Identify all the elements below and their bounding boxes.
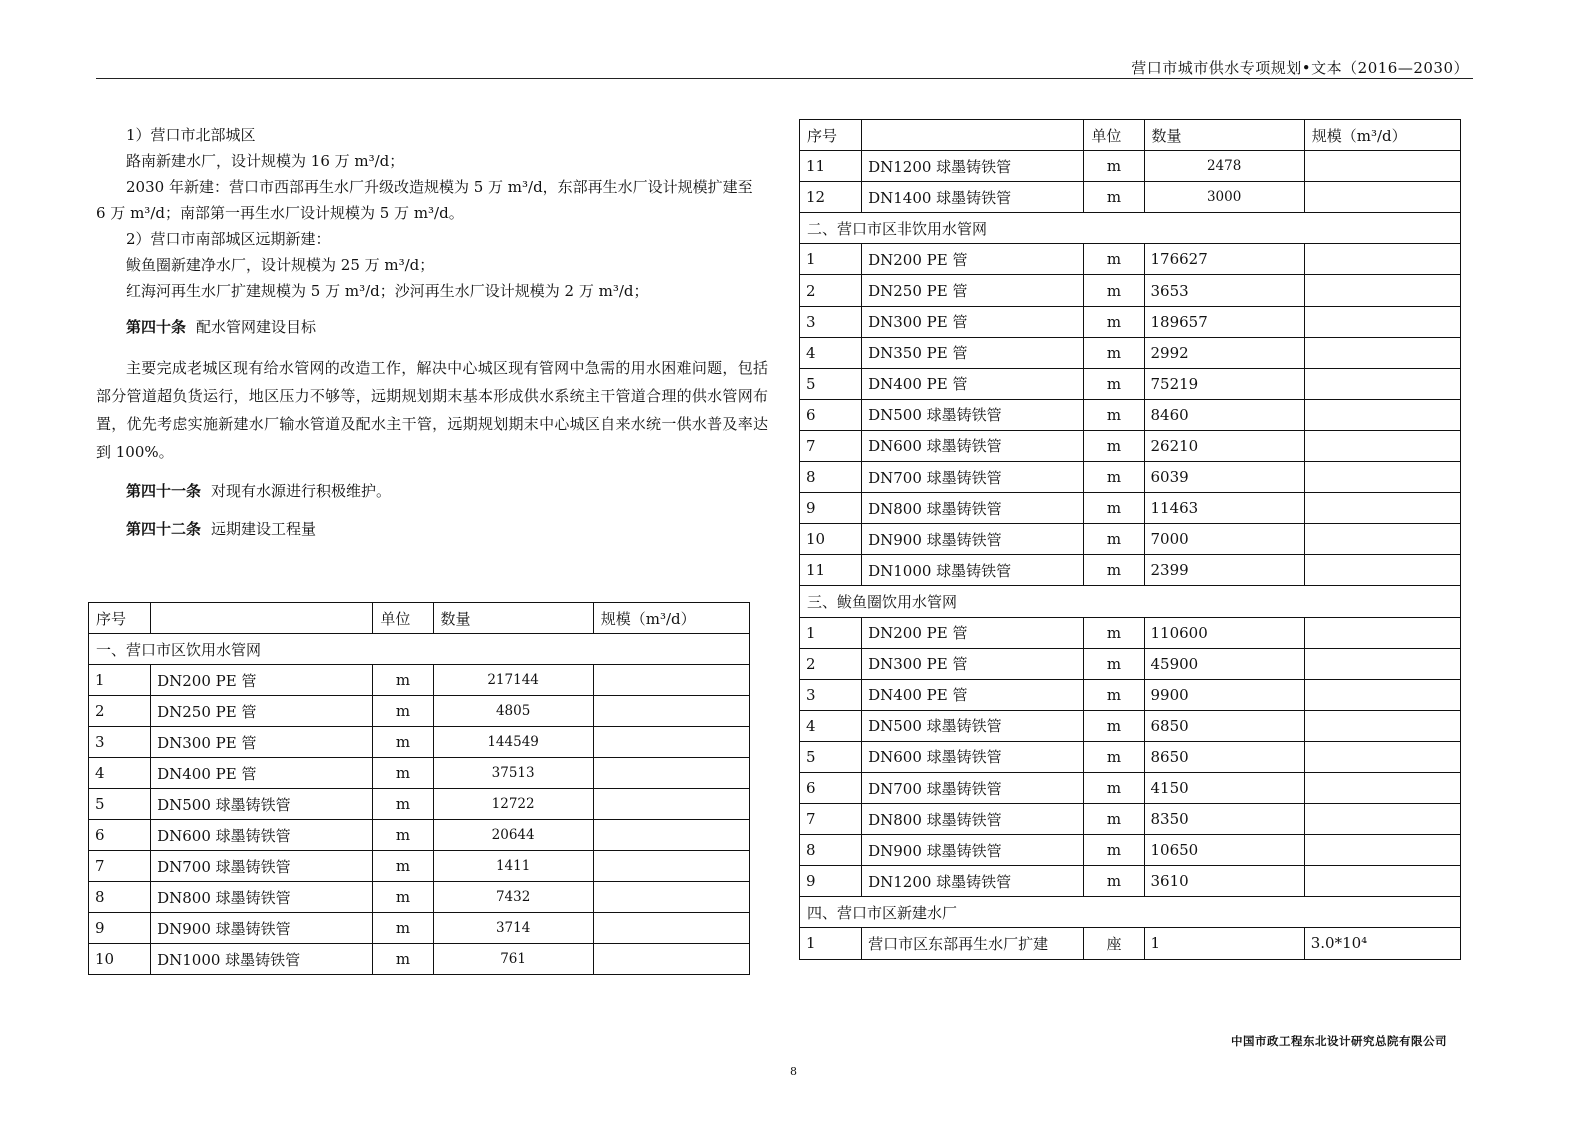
table-row xyxy=(800,741,1461,772)
row-qty: 2992 xyxy=(1144,337,1304,368)
row-no: 6 xyxy=(800,772,862,803)
row-no: 5 xyxy=(800,741,862,772)
row-name: DN500 球墨铸铁管 xyxy=(862,399,1084,430)
row-scale xyxy=(1304,462,1460,493)
row-no: 9 xyxy=(89,913,151,944)
row-scale xyxy=(1304,399,1460,430)
row-no: 4 xyxy=(89,758,151,789)
row-unit: m xyxy=(1084,866,1144,897)
row-qty: 4150 xyxy=(1144,772,1304,803)
row-name: 营口市区东部再生水厂扩建 xyxy=(862,928,1084,959)
article-42-number: 第四十二条 xyxy=(126,520,202,538)
article-40-number: 第四十条 xyxy=(126,318,187,336)
row-no: 5 xyxy=(800,368,862,399)
row-unit: m xyxy=(1084,493,1144,524)
page-number: 8 xyxy=(790,1065,797,1078)
table-row xyxy=(89,882,750,913)
row-name: DN250 PE 管 xyxy=(151,696,373,727)
table-row xyxy=(800,555,1461,586)
row-qty: 7432 xyxy=(433,882,593,913)
row-name: DN1000 球墨铸铁管 xyxy=(151,944,373,975)
row-name: DN400 PE 管 xyxy=(862,679,1084,710)
row-unit: m xyxy=(1084,679,1144,710)
text-line: 6 万 m³/d；南部第一再生水厂设计规模为 5 万 m³/d。 xyxy=(96,204,464,222)
row-unit: m xyxy=(373,882,433,913)
row-name: DN500 球墨铸铁管 xyxy=(862,710,1084,741)
row-qty: 7000 xyxy=(1144,524,1304,555)
table-row xyxy=(800,399,1461,430)
row-scale xyxy=(593,820,749,851)
row-name: DN900 球墨铸铁管 xyxy=(862,835,1084,866)
row-unit: m xyxy=(1084,337,1144,368)
row-qty: 12722 xyxy=(433,789,593,820)
article-42-title: 远期建设工程量 xyxy=(211,520,317,538)
header-unit: 单位 xyxy=(373,603,433,634)
row-scale xyxy=(1304,493,1460,524)
row-scale xyxy=(593,851,749,882)
row-qty: 144549 xyxy=(433,727,593,758)
row-unit: m xyxy=(1084,835,1144,866)
row-unit: m xyxy=(1084,182,1144,213)
row-no: 2 xyxy=(800,648,862,679)
row-scale xyxy=(1304,772,1460,803)
table-row xyxy=(800,772,1461,803)
footer-company: 中国市政工程东北设计研究总院有限公司 xyxy=(1231,1034,1447,1048)
table-row xyxy=(800,710,1461,741)
table-row xyxy=(800,182,1461,213)
row-qty: 8460 xyxy=(1144,399,1304,430)
article-42-heading xyxy=(96,516,768,542)
row-name: DN200 PE 管 xyxy=(862,244,1084,275)
header-unit: 单位 xyxy=(1084,120,1144,151)
row-qty: 3610 xyxy=(1144,866,1304,897)
row-no: 8 xyxy=(89,882,151,913)
row-scale xyxy=(1304,679,1460,710)
row-scale xyxy=(593,758,749,789)
row-qty: 2478 xyxy=(1144,151,1304,182)
article-40-body: 主要完成老城区现有给水管网的改造工作，解决中心城区现有管网中急需的用水困难问题，包括部分管道超负货运行，地区压力不够等，远期规划期末基本形成供水系统主干管道合理的供水管网布置，优先考虑实施新建水厂输水管道及配水主干管，远期规划期末中心城区自来水统一供水普及率达到 100%。 xyxy=(96,359,768,461)
row-name: DN500 球墨铸铁管 xyxy=(151,789,373,820)
row-scale xyxy=(1304,524,1460,555)
row-scale xyxy=(1304,244,1460,275)
section-row xyxy=(800,586,1461,617)
section-row xyxy=(800,897,1461,928)
table-row xyxy=(89,696,750,727)
left-table-body xyxy=(89,603,750,975)
row-no: 5 xyxy=(89,789,151,820)
row-scale xyxy=(593,727,749,758)
row-unit: m xyxy=(1084,462,1144,493)
row-qty: 11463 xyxy=(1144,493,1304,524)
row-no: 2 xyxy=(89,696,151,727)
row-no: 3 xyxy=(800,306,862,337)
table-row xyxy=(89,913,750,944)
header-scale: 规模（m³/d） xyxy=(593,603,749,634)
row-scale xyxy=(593,696,749,727)
row-name: DN900 球墨铸铁管 xyxy=(862,524,1084,555)
row-unit: m xyxy=(1084,430,1144,461)
row-unit: m xyxy=(373,913,433,944)
row-scale xyxy=(1304,182,1460,213)
table-row xyxy=(89,758,750,789)
row-unit: m xyxy=(1084,741,1144,772)
row-qty: 1 xyxy=(1144,928,1304,959)
row-name: DN700 球墨铸铁管 xyxy=(862,462,1084,493)
row-unit: m xyxy=(1084,368,1144,399)
table-row xyxy=(800,617,1461,648)
row-qty: 8650 xyxy=(1144,741,1304,772)
header-name xyxy=(151,603,373,634)
row-qty: 6850 xyxy=(1144,710,1304,741)
header-name xyxy=(862,120,1084,151)
row-qty: 217144 xyxy=(433,665,593,696)
row-unit: 座 xyxy=(1084,928,1144,959)
row-no: 3 xyxy=(89,727,151,758)
table-row xyxy=(800,151,1461,182)
text-line: 2030 年新建：营口市西部再生水厂升级改造规模为 5 万 m³/d，东部再生水厂设计规模扩建至 xyxy=(126,178,753,196)
text-line: 鲅鱼圈新建净水厂，设计规模为 25 万 m³/d； xyxy=(126,256,435,274)
row-qty: 176627 xyxy=(1144,244,1304,275)
row-qty: 1411 xyxy=(433,851,593,882)
row-unit: m xyxy=(1084,804,1144,835)
row-scale xyxy=(1304,866,1460,897)
left-column xyxy=(96,122,768,542)
table-row xyxy=(800,928,1461,959)
row-qty: 45900 xyxy=(1144,648,1304,679)
row-name: DN1000 球墨铸铁管 xyxy=(862,555,1084,586)
text-line: 路南新建水厂，设计规模为 16 万 m³/d； xyxy=(126,152,405,170)
row-no: 9 xyxy=(800,493,862,524)
section-title: 二、营口市区非饮用水管网 xyxy=(800,213,1461,244)
row-unit: m xyxy=(373,789,433,820)
row-no: 10 xyxy=(89,944,151,975)
table-header-row xyxy=(800,120,1461,151)
row-unit: m xyxy=(1084,306,1144,337)
row-unit: m xyxy=(1084,275,1144,306)
section-row xyxy=(89,634,750,665)
row-no: 10 xyxy=(800,524,862,555)
row-scale xyxy=(1304,835,1460,866)
row-unit: m xyxy=(373,851,433,882)
row-scale xyxy=(1304,151,1460,182)
table-row xyxy=(800,493,1461,524)
row-no: 8 xyxy=(800,462,862,493)
table-row xyxy=(800,648,1461,679)
row-unit: m xyxy=(373,758,433,789)
section-title: 四、营口市区新建水厂 xyxy=(800,897,1461,928)
row-name: DN300 PE 管 xyxy=(151,727,373,758)
row-unit: m xyxy=(1084,772,1144,803)
row-qty: 3714 xyxy=(433,913,593,944)
row-qty: 2399 xyxy=(1144,555,1304,586)
row-name: DN800 球墨铸铁管 xyxy=(862,804,1084,835)
article-40-heading xyxy=(96,314,768,340)
row-scale xyxy=(1304,617,1460,648)
row-scale xyxy=(1304,648,1460,679)
header-qty: 数量 xyxy=(433,603,593,634)
row-no: 2 xyxy=(800,275,862,306)
header-no: 序号 xyxy=(89,603,151,634)
row-name: DN800 球墨铸铁管 xyxy=(151,882,373,913)
row-no: 1 xyxy=(800,244,862,275)
table-row xyxy=(800,866,1461,897)
table-row xyxy=(89,727,750,758)
row-no: 9 xyxy=(800,866,862,897)
header-scale: 规模（m³/d） xyxy=(1304,120,1460,151)
row-scale xyxy=(593,882,749,913)
row-scale xyxy=(1304,306,1460,337)
row-scale xyxy=(1304,337,1460,368)
row-scale xyxy=(1304,710,1460,741)
table-row xyxy=(800,275,1461,306)
row-no: 12 xyxy=(800,182,862,213)
row-qty: 4805 xyxy=(433,696,593,727)
row-name: DN300 PE 管 xyxy=(862,648,1084,679)
row-qty: 189657 xyxy=(1144,306,1304,337)
table-row xyxy=(89,944,750,975)
row-unit: m xyxy=(1084,399,1144,430)
row-scale xyxy=(1304,430,1460,461)
header-qty: 数量 xyxy=(1144,120,1304,151)
row-name: DN600 球墨铸铁管 xyxy=(862,430,1084,461)
row-unit: m xyxy=(1084,648,1144,679)
row-unit: m xyxy=(373,944,433,975)
row-no: 7 xyxy=(800,804,862,835)
section-title: 三、鲅鱼圈饮用水管网 xyxy=(800,586,1461,617)
row-qty: 26210 xyxy=(1144,430,1304,461)
row-qty: 75219 xyxy=(1144,368,1304,399)
row-name: DN200 PE 管 xyxy=(151,665,373,696)
row-unit: m xyxy=(1084,555,1144,586)
row-unit: m xyxy=(373,696,433,727)
table-row xyxy=(800,337,1461,368)
row-no: 11 xyxy=(800,151,862,182)
article-41-heading xyxy=(96,478,768,504)
row-no: 1 xyxy=(800,617,862,648)
table-row xyxy=(800,804,1461,835)
header-rule xyxy=(96,78,1473,79)
row-scale xyxy=(1304,555,1460,586)
row-qty: 110600 xyxy=(1144,617,1304,648)
row-scale: 3.0*10⁴ xyxy=(1304,928,1460,959)
row-scale xyxy=(593,789,749,820)
row-name: DN400 PE 管 xyxy=(862,368,1084,399)
row-name: DN600 球墨铸铁管 xyxy=(151,820,373,851)
row-scale xyxy=(1304,804,1460,835)
row-no: 7 xyxy=(800,430,862,461)
row-name: DN600 球墨铸铁管 xyxy=(862,741,1084,772)
row-unit: m xyxy=(1084,244,1144,275)
row-no: 11 xyxy=(800,555,862,586)
table-row xyxy=(89,851,750,882)
row-qty: 20644 xyxy=(433,820,593,851)
text-line: 1）营口市北部城区 xyxy=(126,126,256,144)
row-name: DN800 球墨铸铁管 xyxy=(862,493,1084,524)
right-table-body xyxy=(800,120,1461,960)
row-unit: m xyxy=(1084,151,1144,182)
table-row xyxy=(89,789,750,820)
row-qty: 3653 xyxy=(1144,275,1304,306)
row-no: 1 xyxy=(800,928,862,959)
table-row xyxy=(800,462,1461,493)
row-unit: m xyxy=(1084,524,1144,555)
article-40-title: 配水管网建设目标 xyxy=(196,318,317,336)
section-title: 一、营口市区饮用水管网 xyxy=(89,634,750,665)
row-unit: m xyxy=(373,665,433,696)
row-unit: m xyxy=(1084,710,1144,741)
row-name: DN1200 球墨铸铁管 xyxy=(862,866,1084,897)
row-name: DN200 PE 管 xyxy=(862,617,1084,648)
text-line: 2）营口市南部城区远期新建： xyxy=(126,230,331,248)
row-no: 6 xyxy=(89,820,151,851)
row-unit: m xyxy=(373,820,433,851)
row-no: 4 xyxy=(800,710,862,741)
table-row xyxy=(800,306,1461,337)
row-qty: 37513 xyxy=(433,758,593,789)
table-header-row xyxy=(89,603,750,634)
row-name: DN700 球墨铸铁管 xyxy=(862,772,1084,803)
text-line: 红海河再生水厂扩建规模为 5 万 m³/d；沙河再生水厂设计规模为 2 万 m³/d； xyxy=(126,282,649,300)
construction-quantity-table-right xyxy=(799,119,1461,960)
row-qty: 10650 xyxy=(1144,835,1304,866)
row-scale xyxy=(593,665,749,696)
table-row xyxy=(800,430,1461,461)
row-scale xyxy=(1304,368,1460,399)
section-row xyxy=(800,213,1461,244)
row-qty: 761 xyxy=(433,944,593,975)
row-name: DN400 PE 管 xyxy=(151,758,373,789)
row-name: DN300 PE 管 xyxy=(862,306,1084,337)
article-41-number: 第四十一条 xyxy=(126,482,202,500)
row-no: 3 xyxy=(800,679,862,710)
row-scale xyxy=(593,913,749,944)
document-header-title: 营口市城市供水专项规划•文本（2016—2030） xyxy=(1131,59,1469,77)
row-qty: 9900 xyxy=(1144,679,1304,710)
row-no: 4 xyxy=(800,337,862,368)
table-row xyxy=(800,524,1461,555)
row-unit: m xyxy=(1084,617,1144,648)
table-row xyxy=(89,820,750,851)
row-qty: 6039 xyxy=(1144,462,1304,493)
row-scale xyxy=(1304,275,1460,306)
row-name: DN250 PE 管 xyxy=(862,275,1084,306)
row-name: DN900 球墨铸铁管 xyxy=(151,913,373,944)
row-name: DN1200 球墨铸铁管 xyxy=(862,151,1084,182)
table-row xyxy=(800,368,1461,399)
table-row xyxy=(800,835,1461,866)
row-no: 7 xyxy=(89,851,151,882)
row-unit: m xyxy=(373,727,433,758)
table-row xyxy=(800,244,1461,275)
row-scale xyxy=(1304,741,1460,772)
header-no: 序号 xyxy=(800,120,862,151)
row-name: DN350 PE 管 xyxy=(862,337,1084,368)
row-qty: 3000 xyxy=(1144,182,1304,213)
row-name: DN700 球墨铸铁管 xyxy=(151,851,373,882)
row-no: 8 xyxy=(800,835,862,866)
row-no: 1 xyxy=(89,665,151,696)
row-scale xyxy=(593,944,749,975)
row-qty: 8350 xyxy=(1144,804,1304,835)
table-row xyxy=(89,665,750,696)
row-name: DN1400 球墨铸铁管 xyxy=(862,182,1084,213)
article-41-title: 对现有水源进行积极维护。 xyxy=(211,482,392,500)
table-row xyxy=(800,679,1461,710)
row-no: 6 xyxy=(800,399,862,430)
construction-quantity-table-left xyxy=(88,602,750,975)
